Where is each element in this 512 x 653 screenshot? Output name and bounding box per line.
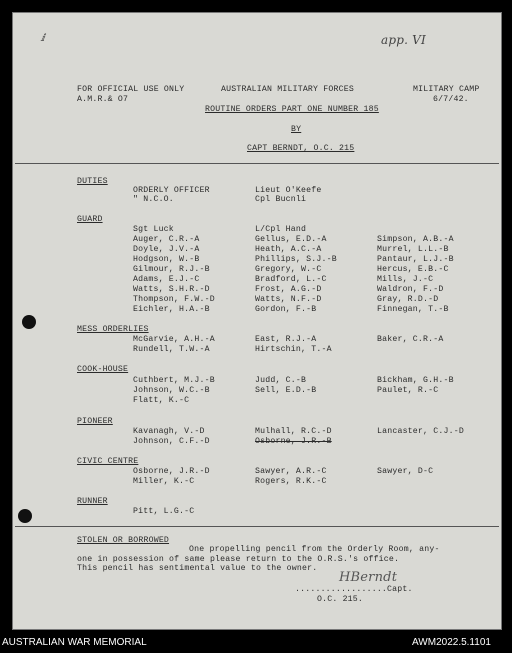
cook-entry: Paulet, R.-C (377, 386, 439, 395)
pioneer-entry: Johnson, C.F.-D (133, 437, 210, 446)
pioneer-heading: PIONEER (77, 417, 113, 426)
camp-label: MILITARY CAMP (413, 85, 480, 94)
runner-entry: Pitt, L.G.-C (133, 507, 195, 516)
stolen-line: One propelling pencil from the Orderly Room, any- (189, 545, 440, 554)
mess-entry: Rundell, T.W.-A (133, 345, 210, 354)
guard-entry: Gilmour, R.J.-B (133, 265, 210, 274)
cook-entry: Judd, C.-B (255, 376, 307, 385)
pioneer-entry-struck: Osborne, J.R.-B (255, 437, 332, 446)
guard-heading: GUARD (77, 215, 103, 224)
guard-entry: Mills, J.-C (377, 275, 434, 284)
guard-sergeant: Sgt Luck (133, 225, 174, 234)
guard-entry: Auger, C.R.-A (133, 235, 200, 244)
cook-entry: Cuthbert, M.J.-B (133, 376, 215, 385)
footer-accession: AWM2022.5.1101 (412, 637, 491, 648)
by-label: BY (291, 125, 302, 134)
stolen-line: one in possession of same please return to the O.R.S.'s office. (77, 555, 400, 564)
nco-name: Cpl Bucnli (255, 195, 307, 204)
civic-entry: Osborne, J.R.-D (133, 467, 210, 476)
guard-entry: Simpson, A.B.-A (377, 235, 454, 244)
guard-entry: Murrel, L.L.-B (377, 245, 449, 254)
duties-heading: DUTIES (77, 177, 108, 186)
pioneer-entry: Kavanagh, V.-D (133, 427, 205, 436)
guard-entry: Finnegan, T.-B (377, 305, 449, 314)
guard-entry: Phillips, S.J.-B (255, 255, 337, 264)
punch-hole (22, 315, 36, 329)
signoff-oc: O.C. 215. (317, 595, 364, 604)
mess-entry: Hirtschin, T.-A (255, 345, 332, 354)
pioneer-entry: Mulhall, R.C.-D (255, 427, 332, 436)
guard-entry: Thompson, F.W.-D (133, 295, 215, 304)
guard-entry: Bradford, L.-C (255, 275, 327, 284)
civic-centre-heading: CIVIC CENTRE (77, 457, 139, 466)
date-label: 6/7/42. (433, 95, 469, 104)
guard-lance-corporal: L/Cpl Hand (255, 225, 307, 234)
mess-entry: Baker, C.R.-A (377, 335, 444, 344)
stolen-line: This pencil has sentimental value to the owner. (77, 564, 318, 573)
document-page (12, 12, 502, 630)
guard-entry: Hodgson, W.-B (133, 255, 200, 264)
orderly-officer-label: ORDERLY OFFICER (133, 186, 210, 195)
guard-entry: Gellus, E.D.-A (255, 235, 327, 244)
signature: HBerndt (339, 570, 398, 585)
stolen-heading: STOLEN OR BORROWED (77, 536, 170, 545)
issuer-label: CAPT BERNDT, O.C. 215 (247, 144, 355, 153)
footer-institution: AUSTRALIAN WAR MEMORIAL (2, 637, 147, 648)
pencil-mark: ⅈ (41, 33, 45, 44)
guard-entry: Gray, R.D.-D (377, 295, 439, 304)
mess-entry: McGarvie, A.H.-A (133, 335, 215, 344)
guard-entry: Gregory, W.-C (255, 265, 322, 274)
nco-label: " N.C.O. (133, 195, 174, 204)
archive-footer (0, 628, 512, 653)
guard-entry: Watts, N.F.-D (255, 295, 322, 304)
cook-entry: Sell, E.D.-B (255, 386, 317, 395)
official-use-label: FOR OFFICIAL USE ONLY (77, 85, 185, 94)
civic-entry: Sawyer, A.R.-C (255, 467, 327, 476)
header-divider (15, 163, 499, 164)
cook-entry: Flatt, K.-C (133, 396, 190, 405)
guard-entry: Eichler, H.A.-B (133, 305, 210, 314)
footer-divider (15, 526, 499, 527)
cook-entry: Johnson, W.C.-B (133, 386, 210, 395)
mess-orderlies-heading: MESS ORDERLIES (77, 325, 149, 334)
amra-label: A.M.R.& O7 (77, 95, 129, 104)
guard-entry: Hercus, E.B.-C (377, 265, 449, 274)
guard-entry: Adams, E.J.-C (133, 275, 200, 284)
civic-entry: Rogers, R.K.-C (255, 477, 327, 486)
forces-label: AUSTRALIAN MILITARY FORCES (221, 85, 354, 94)
guard-entry: Pantaur, L.J.-B (377, 255, 454, 264)
runner-heading: RUNNER (77, 497, 108, 506)
handwritten-reference: app. VI (381, 33, 426, 47)
orders-title: ROUTINE ORDERS PART ONE NUMBER 185 (205, 105, 379, 114)
guard-entry: Watts, S.H.R.-D (133, 285, 210, 294)
mess-entry: East, R.J.-A (255, 335, 317, 344)
signoff-dots: ..................Capt. (295, 585, 413, 594)
orderly-officer-name: Lieut O'Keefe (255, 186, 322, 195)
guard-entry: Doyle, J.V.-A (133, 245, 200, 254)
cook-house-heading: COOK-HOUSE (77, 365, 129, 374)
cook-entry: Bickham, G.H.-B (377, 376, 454, 385)
punch-hole (18, 509, 32, 523)
pioneer-entry: Lancaster, C.J.-D (377, 427, 464, 436)
guard-entry: Gordon, F.-B (255, 305, 317, 314)
guard-entry: Heath, A.C.-A (255, 245, 322, 254)
guard-entry: Waldron, F.-D (377, 285, 444, 294)
guard-entry: Frost, A.G.-D (255, 285, 322, 294)
civic-entry: Miller, K.-C (133, 477, 195, 486)
civic-entry: Sawyer, D-C (377, 467, 434, 476)
